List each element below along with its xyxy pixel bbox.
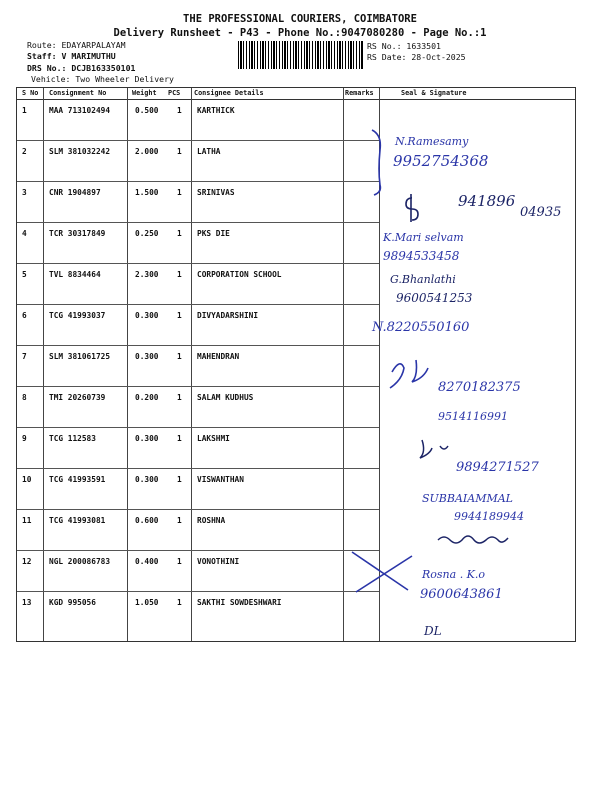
row-sno: 2 [22, 147, 27, 156]
table-row [17, 263, 575, 304]
row-consignment: KGD 995056 [49, 598, 96, 607]
row-consignee: VISWANTHAN [197, 475, 244, 484]
row-pcs: 1 [177, 434, 182, 443]
row-consignment: NGL 200086783 [49, 557, 111, 566]
row-weight: 1.050 [135, 598, 159, 607]
row-consignment: TVL 8834464 [49, 270, 101, 279]
signature-s4-name: K.Mari selvam [383, 231, 464, 244]
row-divider [17, 468, 379, 469]
row-consignee: VONOTHINI [197, 557, 240, 566]
row-sno: 8 [22, 393, 27, 402]
row-consignment: TCG 41993037 [49, 311, 106, 320]
row-sno: 6 [22, 311, 27, 320]
row-divider [17, 263, 379, 264]
row-weight: 0.250 [135, 229, 159, 238]
row-pcs: 1 [177, 393, 182, 402]
row-sno: 7 [22, 352, 27, 361]
row-pcs: 1 [177, 475, 182, 484]
row-pcs: 1 [177, 147, 182, 156]
table-row [17, 550, 575, 591]
company-title: THE PROFESSIONAL COURIERS, COIMBATORE [183, 13, 417, 25]
col-weight: Weight [132, 89, 157, 97]
barcode-image [238, 41, 364, 69]
row-divider [17, 427, 379, 428]
drs-label: DRS No.: DCJB163350101 [27, 63, 136, 73]
row-weight: 0.300 [135, 311, 159, 320]
col-consignee: Consignee Details [194, 89, 264, 97]
signature-s13: DL [424, 624, 442, 638]
row-pcs: 1 [177, 557, 182, 566]
rs-no-label: RS No.: 1633501 [367, 41, 441, 51]
row-sno: 9 [22, 434, 27, 443]
table-row [17, 304, 575, 345]
signature-s10-phone: 9944189944 [454, 510, 524, 523]
signature-s5-phone: 9600541253 [396, 291, 473, 305]
col-consignment: Consignment No [49, 89, 107, 97]
row-pcs: 1 [177, 106, 182, 115]
staff-label: Staff: V MARIMUTHU [27, 51, 116, 61]
signature-s6: N.8220550160 [372, 320, 470, 335]
runsheet-table [16, 87, 576, 642]
row-pcs: 1 [177, 311, 182, 320]
row-pcs: 1 [177, 188, 182, 197]
row-consignee: PKS DIE [197, 229, 230, 238]
row-consignment: CNR 1904897 [49, 188, 101, 197]
row-consignment: SLM 381061725 [49, 352, 111, 361]
row-sno: 3 [22, 188, 27, 197]
row-consignment: TMI 20260739 [49, 393, 106, 402]
signature-s10-name: SUBBAIAMMAL [422, 492, 513, 505]
row-consignee: LAKSHMI [197, 434, 230, 443]
signature-s3-num2: 04935 [520, 205, 562, 220]
row-consignee: DIVYADARSHINI [197, 311, 259, 320]
row-sno: 5 [22, 270, 27, 279]
row-weight: 0.500 [135, 106, 159, 115]
row-divider [17, 550, 379, 551]
row-weight: 0.200 [135, 393, 159, 402]
row-consignment: TCG 41993081 [49, 516, 106, 525]
row-divider [17, 140, 379, 141]
row-divider [17, 345, 379, 346]
row-weight: 2.300 [135, 270, 159, 279]
signature-s8-phone: 9514116991 [438, 410, 508, 423]
row-sno: 12 [22, 557, 32, 566]
table-row [17, 99, 575, 140]
row-sno: 1 [22, 106, 27, 115]
signature-s9-phone: 9894271527 [456, 460, 539, 475]
row-pcs: 1 [177, 516, 182, 525]
row-weight: 0.300 [135, 434, 159, 443]
table-row [17, 140, 575, 181]
row-divider [17, 386, 379, 387]
col-pcs: PCS [168, 89, 181, 97]
row-consignment: MAA 713102494 [49, 106, 111, 115]
row-divider [17, 304, 379, 305]
row-weight: 1.500 [135, 188, 159, 197]
row-sno: 10 [22, 475, 32, 484]
table-row [17, 222, 575, 263]
route-label: Route: EDAYARPALAYAM [27, 40, 126, 50]
signature-s7-phone: 8270182375 [438, 380, 521, 395]
row-consignee: SALAM KUDHUS [197, 393, 254, 402]
row-weight: 2.000 [135, 147, 159, 156]
signature-s5-name: G.Bhanlathi [390, 273, 456, 286]
runsheet-title: Delivery Runsheet - P43 - Phone No.:9047080280 - Page No.:1 [113, 27, 487, 39]
row-consignee: LATHA [197, 147, 221, 156]
row-consignment: TCR 30317849 [49, 229, 106, 238]
row-pcs: 1 [177, 352, 182, 361]
vehicle-label: Vehicle: Two Wheeler Delivery [31, 74, 174, 84]
row-consignee: ROSHNA [197, 516, 226, 525]
row-weight: 0.600 [135, 516, 159, 525]
row-weight: 0.300 [135, 352, 159, 361]
row-consignee: KARTHICK [197, 106, 235, 115]
signature-s11-phone: 9600643861 [420, 587, 503, 602]
row-sno: 13 [22, 598, 32, 607]
row-pcs: 1 [177, 598, 182, 607]
col-signature: Seal & Signature [401, 89, 467, 97]
row-consignee: SAKTHI SOWDESHWARI [197, 598, 282, 607]
col-remarks: Remarks [345, 89, 374, 97]
row-weight: 0.300 [135, 475, 159, 484]
row-weight: 0.400 [135, 557, 159, 566]
col-sno: S No [22, 89, 39, 97]
row-divider [17, 591, 379, 592]
row-sno: 4 [22, 229, 27, 238]
row-consignment: TCG 41993591 [49, 475, 106, 484]
rs-date-label: RS Date: 28-Oct-2025 [367, 52, 466, 62]
row-divider [17, 222, 379, 223]
row-pcs: 1 [177, 270, 182, 279]
signature-s3-num: 941896 [458, 192, 516, 210]
row-consignment: SLM 381032242 [49, 147, 111, 156]
signature-s11-name: Rosna . K.o [422, 568, 486, 581]
row-consignee: CORPORATION SCHOOL [197, 270, 282, 279]
row-consignee: MAHENDRAN [197, 352, 240, 361]
row-divider [17, 509, 379, 510]
row-divider [17, 181, 379, 182]
signature-s2-name: N.Ramesamy [395, 135, 469, 148]
signature-s2-phone: 9952754368 [393, 152, 489, 170]
row-consignment: TCG 112583 [49, 434, 96, 443]
row-pcs: 1 [177, 229, 182, 238]
row-consignee: SRINIVAS [197, 188, 235, 197]
row-sno: 11 [22, 516, 32, 525]
signature-s4-phone: 9894533458 [383, 249, 460, 263]
